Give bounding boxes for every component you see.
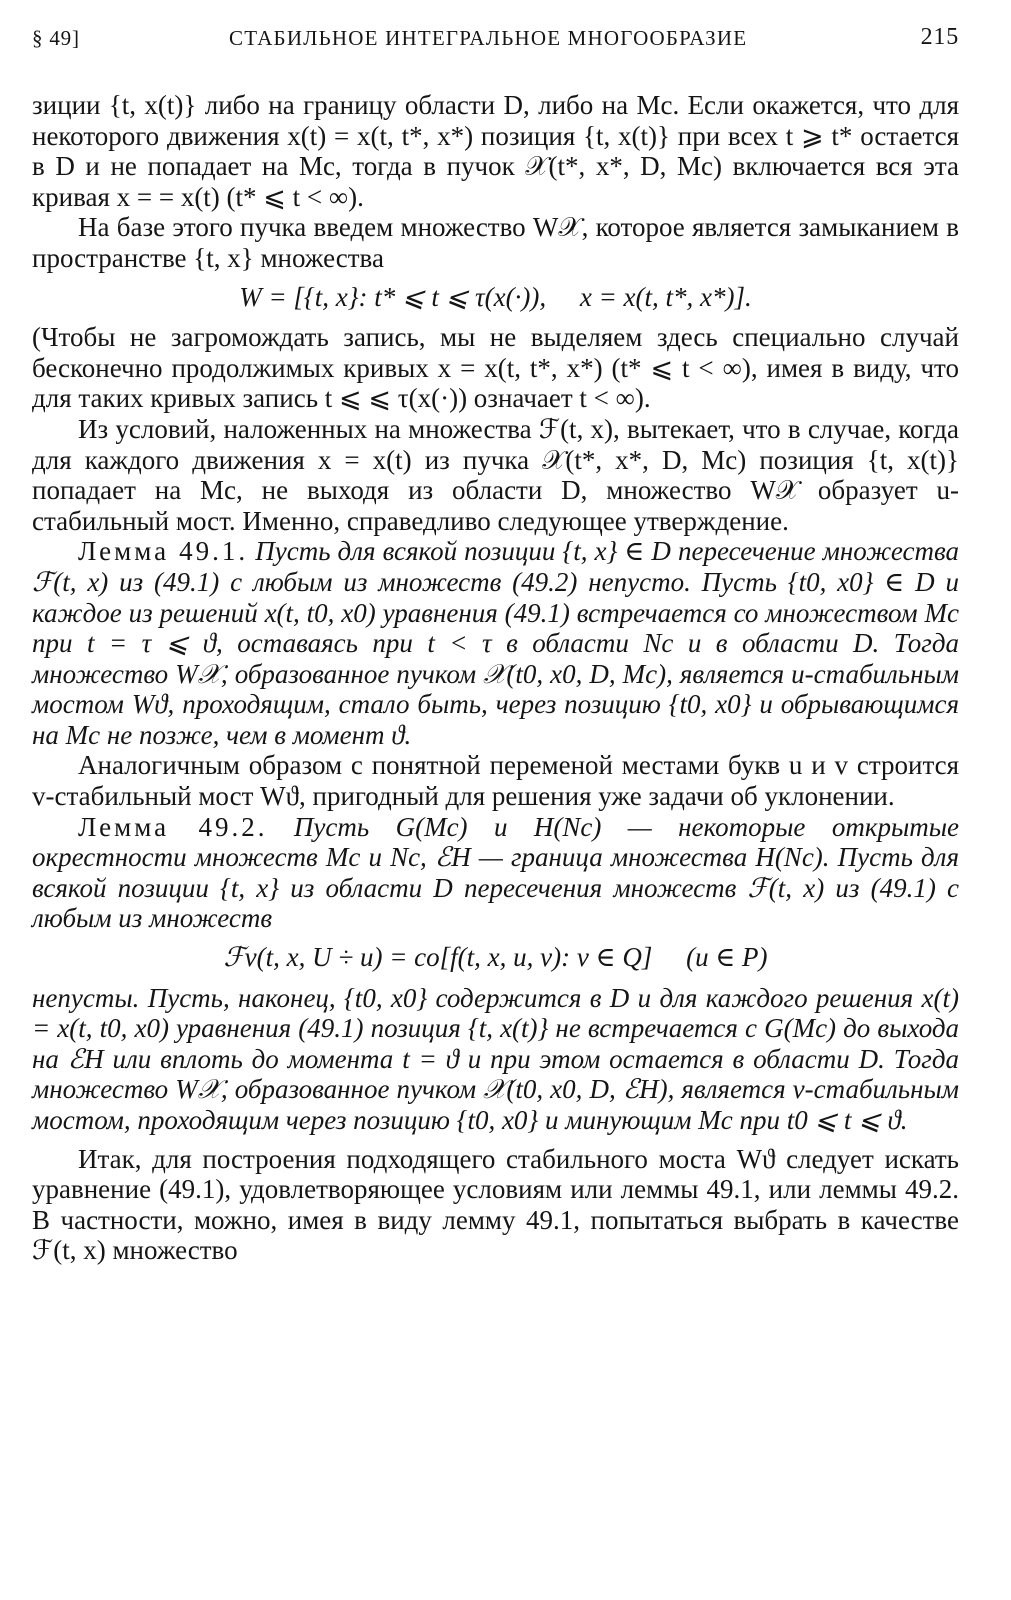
- lemma-49-2: [32, 812, 959, 934]
- page-number: 215: [920, 24, 959, 50]
- paragraph-analogous: Аналогичным образом с понятной переменой местами букв u и v строится v-стабильный мост Wϑ, пригодный для решения уже задачи об уклонении.: [32, 750, 959, 812]
- lemma-49-2-continuation: непусты. Пусть, наконец, {t0, x0} содержится в D и для каждого решения x(t) = x(t, t0, x0) уравнения (49.1) позиция {t, x(t)} не встречается с G(Mc) до выхода на ℰH или вплоть до момента t = ϑ и при этом остается в области D. Тогда множество W𝒳, образованное пучком 𝒳(t0, x0, D, ℰH), является v-стабильным мостом, проходящим через позицию {t0, x0} и минующим Mc при t0 ⩽ t ⩽ ϑ.: [32, 982, 959, 1135]
- lemma-49-2-heading: Лемма 49.2.: [78, 811, 268, 842]
- chapter-title: СТАБИЛЬНОЕ ИНТЕГРАЛЬНОЕ МНОГООБРАЗИЕ: [229, 26, 748, 50]
- lemma-49-1-heading: Лемма 49.1.: [78, 536, 249, 567]
- section-number: § 49]: [32, 26, 80, 50]
- equation-f-v: ℱv(t, x, U ÷ u) = co[f(t, x, u, v): v ∈ Q] (u ∈ P): [223, 942, 768, 973]
- paragraph-conditions: Из условий, наложенных на множества ℱ(t, x), вытекает, что в случае, когда для каждого движения x = x(t) из пучка 𝒳(t*, x*, D, Mc) позиция {t, x(t)} попадает на Mc, не выходя из области D, множество W𝒳 образует u-стабильный мост. Именно, справедливо следующее утверждение.: [32, 413, 959, 536]
- lemma-49-1: [32, 536, 959, 750]
- paragraph-conclusion: Итак, для построения подходящего стабильного моста Wϑ следует искать уравнение (49.1), удовлетворяющее условиям или леммы 49.1, или леммы 49.2. В частности, можно, имея в виду лемму 49.1, попытаться выбрать в качестве ℱ(t, x) множество: [32, 1143, 959, 1266]
- page-body: [32, 90, 959, 1266]
- paragraph-w-set: На базе этого пучка введем множество W𝒳, которое является замыканием в пространстве {t, x} множества: [32, 212, 959, 273]
- paragraph-continuation: зиции {t, x(t)} либо на границу области D, либо на Mc. Если окажется, что для некоторого движения x(t) = x(t, t*, x*) позиция {t, x(t)} при всех t ⩾ t* остается в D и не попадает на Mc, тогда в пучок 𝒳(t*, x*, D, Mc) включается вся эта кривая x = = x(t) (t* ⩽ t < ∞).: [32, 90, 959, 212]
- lemma-49-2-text: Пусть G(Mc) и H(Nc) — некоторые открытые окрестности множеств Mc и Nc, ℰH — граница множества H(Nc). Пусть для всякой позиции {t, x} из области D пересечения множеств ℱ(t, x) из (49.1) с любым из множеств: [32, 811, 960, 934]
- equation-w-definition: W = [{t, x}: t* ⩽ t ⩽ τ(x(·)), x = x(t, t*, x*)].: [239, 281, 752, 312]
- book-page: [32, 18, 959, 1266]
- paragraph-remark: (Чтобы не загромождать запись, мы не выделяем здесь специально случай бесконечно продолжимых кривых x = x(t, t*, x*) (t* ⩽ t < ∞), имея в виду, что для таких кривых запись t ⩽ ⩽ τ(x(·)) означает t < ∞).: [32, 322, 959, 414]
- running-header: [32, 18, 959, 58]
- lemma-49-1-text: Пусть для всякой позиции {t, x} ∈ D пересечение множества ℱ(t, x) из (49.1) с любым из множеств (49.2) непусто. Пусть {t0, x0} ∈ D и каждое из решений x(t, t0, x0) уравнения (49.1) встречается со множеством Mc при t = τ ⩽ ϑ, оставаясь при t < τ в области Nc и в области D. Тогда множество W𝒳, образованное пучком 𝒳(t0, x0, D, Mc), является u-стабильным мостом Wϑ, проходящим, стало быть, через позицию {t0, x0} и обрывающимся на Mc не позже, чем в момент ϑ.: [32, 536, 960, 750]
